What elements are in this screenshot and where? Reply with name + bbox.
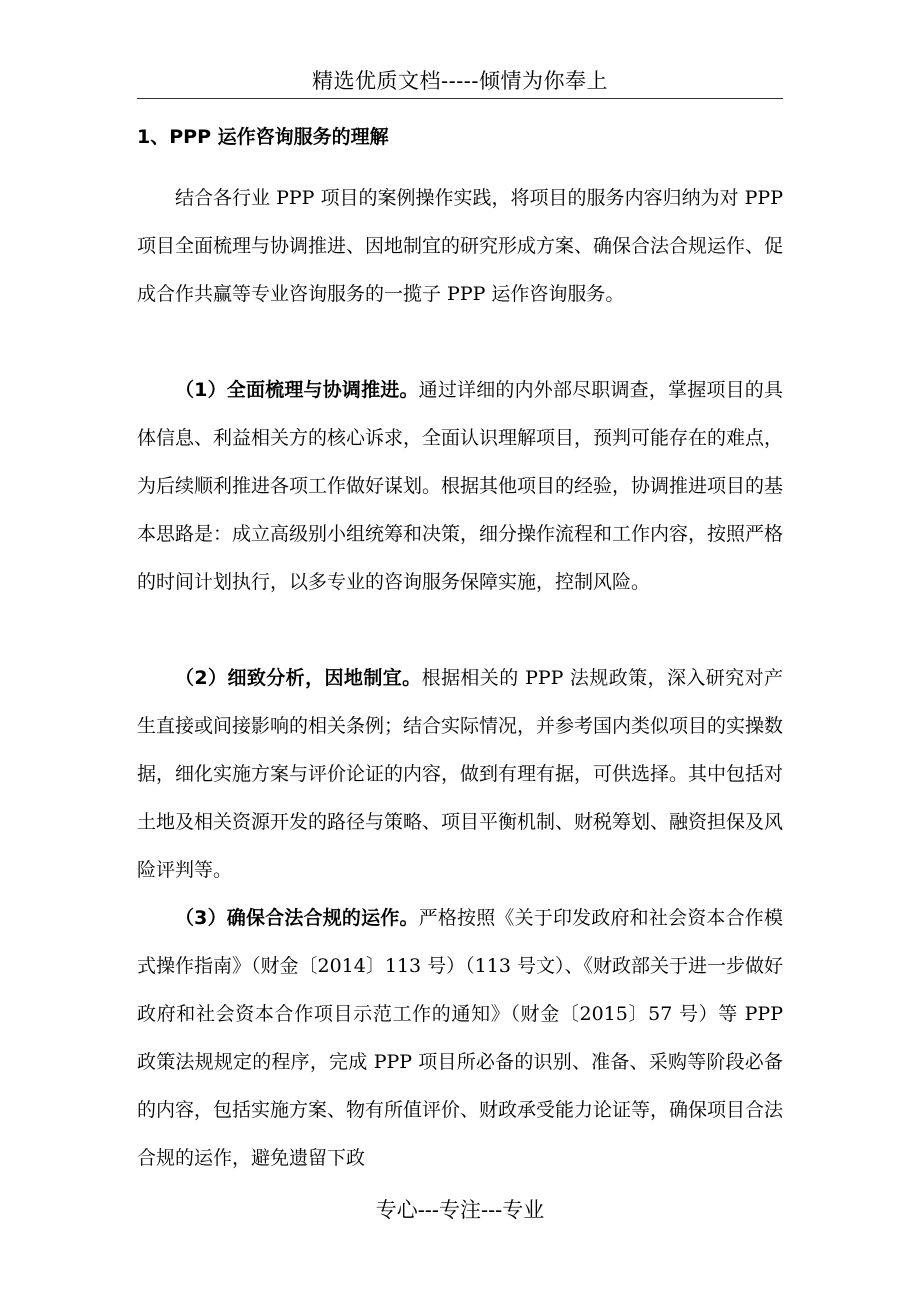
- paragraph-item-3: [137, 894, 783, 1182]
- paragraph-lead: （1）全面梳理与协调推进。: [175, 379, 419, 401]
- paragraph-item-1: [137, 366, 783, 606]
- page-header: 精选优质文档-----倾情为你奉上: [312, 69, 608, 93]
- paragraph-text: 结合各行业 PPP 项目的案例操作实践，将项目的服务内容归纳为对 PPP 项目全面梳理与协调推进、因地制宜的研究形成方案、确保合法合规运作、促成合作共赢等专业咨询服务的一揽子 PPP 运作咨询服务。: [137, 187, 784, 305]
- paragraph-text: 通过详细的内外部尽职调查，掌握项目的具体信息、利益相关方的核心诉求，全面认识理解项目，预判可能存在的难点，为后续顺利推进各项工作做好谋划。根据其他项目的经验，协调推进项目的基本思路是：成立高级别小组统筹和决策，细分操作流程和工作内容，按照严格的时间计划执行，以多专业的咨询服务保障实施，控制风险。: [137, 379, 784, 593]
- paragraph-lead: （3）确保合法合规的运作。: [175, 907, 419, 929]
- header-divider: [137, 98, 783, 99]
- paragraph-text: 根据相关的 PPP 法规政策，深入研究对产生直接或间接影响的相关条例；结合实际情况，并参考国内类似项目的实操数据，细化实施方案与评价论证的内容，做到有理有据，可供选择。其中包括对土地及相关资源开发的路径与策略、项目平衡机制、财税筹划、融资担保及风险评判等。: [137, 667, 784, 881]
- page-footer: 专心---专注---专业: [375, 1198, 545, 1222]
- paragraph-lead: （2）细致分析，因地制宜。: [175, 667, 422, 689]
- paragraph-intro: [137, 174, 783, 318]
- section-title: 1、PPP 运作咨询服务的理解: [137, 126, 389, 148]
- paragraph-item-2: [137, 654, 783, 894]
- paragraph-text: 严格按照《关于印发政府和社会资本合作模式操作指南》（财金〔2014〕113 号）（113 号文）、《财政部关于进一步做好政府和社会资本合作项目示范工作的通知》（财金〔2015〕57 号）等 PPP 政策法规规定的程序，完成 PPP 项目所必备的识别、准备、采购等阶段必备的内容，包括实施方案、物有所值评价、财政承受能力论证等，确保项目合法合规的运作，避免遗留下政: [137, 907, 784, 1169]
